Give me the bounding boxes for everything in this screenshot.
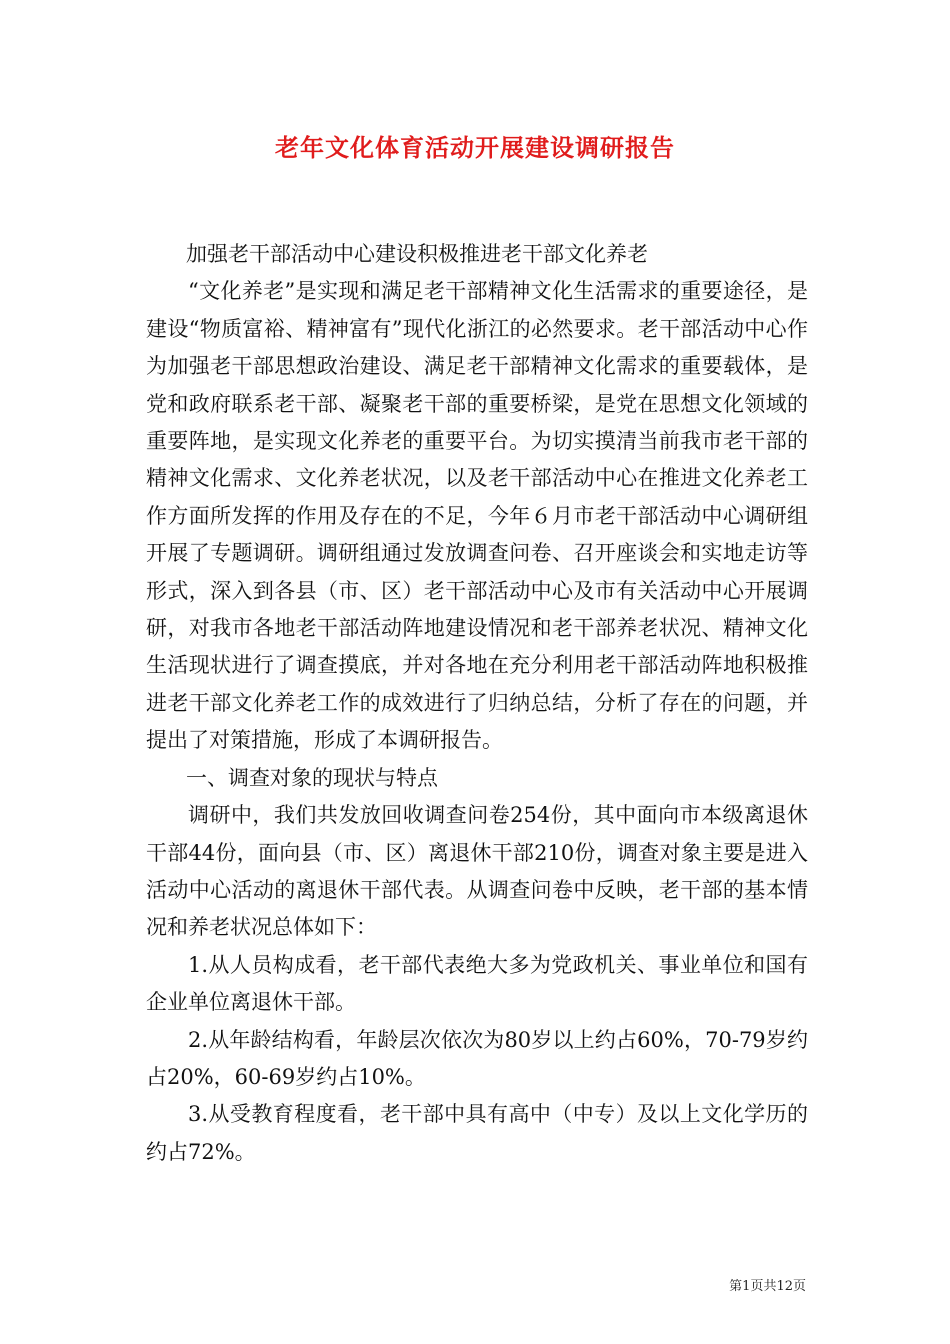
document-subtitle: 加强老干部活动中心建设积极推进老干部文化养老 [186,242,648,266]
section1-item-1: 1.从人员构成看，老干部代表绝大多为党政机关、事业单位和国有企业单位离退休干部。 [146,952,808,1015]
section1-item-2: 2.从年龄结构看，年龄层次依次为80岁以上约占60%，70-79岁约占20%，60-69岁约占10%。 [146,1027,808,1089]
document-title: 老年文化体育活动开展建设调研报告 [275,133,675,162]
section1-item-3: 3.从受教育程度看，老干部中具有高中（中专）及以上文化学历的约占72%。 [146,1102,808,1164]
document-body [146,236,808,1171]
intro-paragraph: “文化养老”是实现和满足老干部精神文化生活需求的重要途径，是建设“物质富裕、精神富有”现代化浙江的必然要求。老干部活动中心作为加强老干部思想政治建设、满足老干部精神文化需求的重要载体，是党和政府联系老干部、凝聚老干部的重要桥梁，是党在思想文化领域的重要阵地，是实现文化养老的重要平台。为切实摸清当前我市老干部的精神文化需求、文化养老状况，以及老干部活动中心在推进文化养老工作方面所发挥的作用及存在的不足，今年６月市老干部活动中心调研组开展了专题调研。调研组通过发放调查问卷、召开座谈会和实地走访等形式，深入到各县（市、区）老干部活动中心及市有关活动中心开展调研，对我市各地老干部活动阵地建设情况和老干部养老状况、精神文化生活现状进行了调查摸底，并对各地在充分利用老干部活动阵地积极推进老干部文化养老工作的成效进行了归纳总结，分析了存在的问题，并提出了对策措施，形成了本调研报告。 [146,279,808,753]
page-number-footer: 第1页共12页 [729,1279,806,1294]
section1-heading: 一、调查对象的现状与特点 [186,765,438,790]
section1-paragraph-1: 调研中，我们共发放回收调查问卷254份，其中面向市本级离退休干部44份，面向县（市、区）离退休干部210份，调查对象主要是进入活动中心活动的离退休干部代表。从调查问卷中反映，老干部的基本情况和养老状况总体如下： [146,803,808,940]
